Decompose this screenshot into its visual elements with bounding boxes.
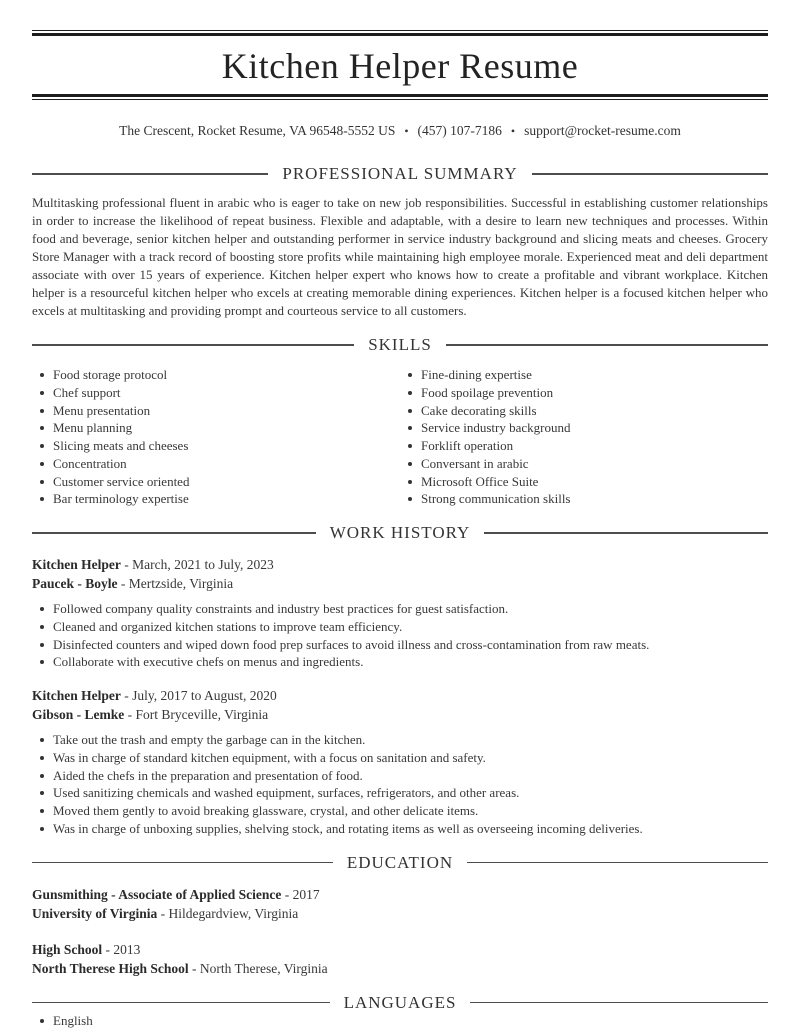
job-entry — [32, 555, 768, 671]
job-bullet: Was in charge of standard kitchen equipment, with a focus on sanitation and safety. — [32, 749, 768, 767]
contact-separator-dot: • — [510, 124, 516, 138]
skill-item: Concentration — [32, 455, 400, 473]
education-degree: High School — [32, 941, 103, 957]
skill-item: Chef support — [32, 384, 400, 402]
section-languages — [32, 994, 768, 1030]
page-title: Kitchen Helper Resume — [221, 46, 579, 86]
summary-text: Multitasking professional fluent in arabic who is eager to take on new job responsibilities. Successful in establishing customer relationships in order to increase the likelihood of repeat business. Flexible and adaptable, with a desire to learn new techniques and processes. Within food and beverage, senior kitchen helper and outstanding performer in service industry background and slicing meats and cheeses. Grocery Store Manager with a track record of boosting store profits while maintaining high employee morale. Experienced meat and deli department associate with over 15 years of experience. Kitchen helper expert who knows how to create a profitable and vibrant workplace. Kitchen helper is a resourceful kitchen helper who excels at creating memorable dining experiences. Kitchen helper is a focused kitchen helper who excels at multitasking and providing prompt and courteous service to all customers. — [32, 195, 768, 318]
education-entry — [32, 885, 768, 923]
skills-columns — [32, 366, 768, 508]
job-bullets — [32, 731, 768, 838]
section-skills — [32, 336, 768, 508]
job-bullet: Cleaned and organized kitchen stations to improve team efficiency. — [32, 618, 768, 636]
skill-item: Food spoilage prevention — [400, 384, 768, 402]
education-school: North Therese High School — [32, 960, 189, 976]
education-year: - 2017 — [281, 886, 320, 902]
heading-rule-right — [470, 1002, 768, 1004]
section-education — [32, 854, 768, 978]
job-company: Paucek - Boyle — [32, 576, 118, 591]
education-school-line — [32, 959, 768, 978]
education-year: - 2013 — [102, 941, 141, 957]
skills-heading-text: SKILLS — [368, 335, 432, 354]
skill-item: Conversant in arabic — [400, 455, 768, 473]
work-heading-text: WORK HISTORY — [329, 523, 471, 542]
skills-heading — [32, 336, 768, 354]
job-company-line — [32, 705, 768, 724]
heading-rule-right — [484, 532, 768, 534]
rule-thin — [32, 99, 768, 100]
heading-rule-left — [32, 1002, 330, 1004]
skill-item: Service industry background — [400, 419, 768, 437]
contact-phone: (457) 107-7186 — [417, 123, 502, 138]
education-entry — [32, 940, 768, 978]
job-location: - Mertzside, Virginia — [117, 576, 234, 591]
languages-heading — [32, 994, 768, 1012]
job-bullets — [32, 600, 768, 671]
section-work-history — [32, 524, 768, 838]
contact-line — [32, 122, 768, 140]
skill-item: Customer service oriented — [32, 473, 400, 491]
heading-rule-left — [32, 173, 268, 175]
job-entry — [32, 686, 768, 838]
heading-rule-right — [446, 344, 768, 346]
contact-separator-dot: • — [404, 124, 409, 138]
job-bullet: Followed company quality constraints and industry best practices for guest satisfaction. — [32, 600, 768, 618]
education-degree-line — [32, 940, 768, 959]
job-bullet: Disinfected counters and wiped down food prep surfaces to avoid illness and cross-contamination from raw meats. — [32, 636, 768, 654]
work-heading — [32, 524, 768, 542]
education-degree: Gunsmithing - Associate of Applied Science — [32, 886, 282, 902]
skill-item: Slicing meats and cheeses — [32, 437, 400, 455]
skill-item: Bar terminology expertise — [32, 490, 400, 508]
skill-item: Menu planning — [32, 419, 400, 437]
job-title: Kitchen Helper — [32, 688, 121, 703]
summary-heading — [32, 165, 768, 183]
summary-heading-text: PROFESSIONAL SUMMARY — [282, 164, 518, 183]
heading-rule-left — [32, 862, 333, 864]
skills-list-left — [32, 366, 400, 508]
job-location: - Fort Bryceville, Virginia — [124, 707, 269, 722]
education-school: University of Virginia — [32, 905, 158, 921]
education-heading-text: EDUCATION — [346, 852, 454, 872]
skill-item: Microsoft Office Suite — [400, 473, 768, 491]
language-item: English — [32, 1012, 768, 1030]
skill-item: Food storage protocol — [32, 366, 400, 384]
rule-thick — [32, 33, 768, 36]
heading-rule-left — [32, 532, 316, 534]
skill-item: Fine-dining expertise — [400, 366, 768, 384]
job-bullet: Used sanitizing chemicals and washed equipment, surfaces, refrigerators, and other areas. — [32, 784, 768, 802]
rule-thick — [32, 94, 768, 97]
job-bullet: Was in charge of unboxing supplies, shelving stock, and rotating items as well as overseeing incoming deliveries. — [32, 820, 768, 838]
job-bullet: Take out the trash and empty the garbage can in the kitchen. — [32, 731, 768, 749]
job-company-line — [32, 574, 768, 593]
education-location: - North Therese, Virginia — [188, 960, 328, 976]
heading-rule-right — [467, 862, 768, 864]
rule-thin — [32, 30, 768, 31]
job-title-line — [32, 555, 768, 574]
header-bottom-rule — [32, 94, 768, 100]
languages-list — [32, 1012, 768, 1030]
job-company: Gibson - Lemke — [32, 707, 125, 722]
job-bullet: Moved them gently to avoid breaking glassware, crystal, and other delicate items. — [32, 802, 768, 820]
heading-rule-left — [32, 344, 354, 346]
education-location: - Hildegardview, Virginia — [157, 905, 299, 921]
job-dates: - July, 2017 to August, 2020 — [120, 688, 277, 703]
job-title: Kitchen Helper — [32, 557, 121, 572]
job-bullet: Collaborate with executive chefs on menus and ingredients. — [32, 653, 768, 671]
contact-email: support@rocket-resume.com — [524, 123, 681, 138]
education-heading — [32, 854, 768, 872]
education-entries — [32, 885, 768, 978]
skill-item: Menu presentation — [32, 402, 400, 420]
job-dates: - March, 2021 to July, 2023 — [120, 557, 274, 572]
work-entries — [32, 555, 768, 838]
languages-heading-text: LANGUAGES — [343, 992, 457, 1012]
header-top-rule — [32, 30, 768, 36]
skill-item: Cake decorating skills — [400, 402, 768, 420]
section-professional-summary — [32, 165, 768, 320]
skill-item: Strong communication skills — [400, 490, 768, 508]
job-bullet: Aided the chefs in the preparation and presentation of food. — [32, 767, 768, 785]
education-degree-line — [32, 885, 768, 904]
skill-item: Forklift operation — [400, 437, 768, 455]
education-school-line — [32, 904, 768, 923]
job-title-line — [32, 686, 768, 705]
heading-rule-right — [532, 173, 768, 175]
skills-list-right — [400, 366, 768, 508]
contact-address: The Crescent, Rocket Resume, VA 96548-5552 US — [119, 123, 396, 138]
